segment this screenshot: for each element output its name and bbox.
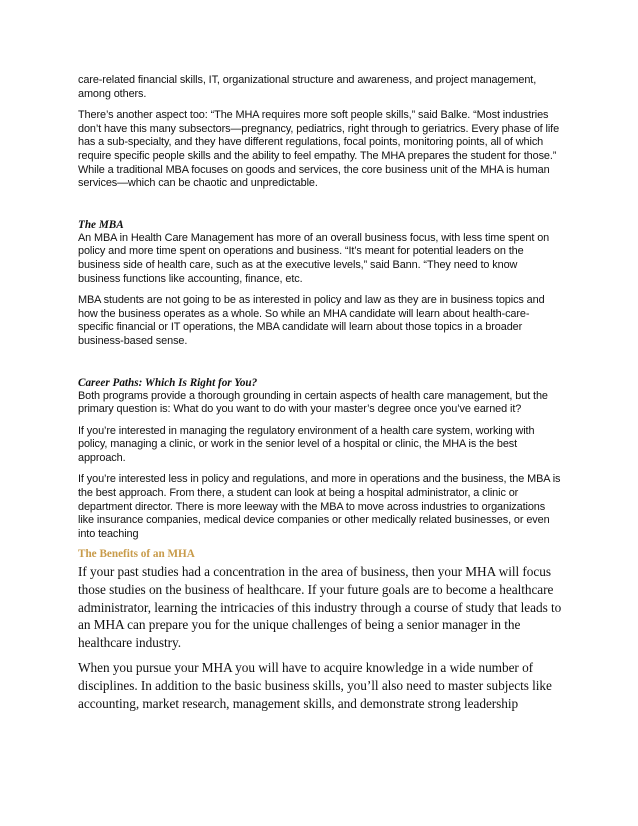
heading-benefits-of-mha: The Benefits of an MHA <box>78 548 195 561</box>
heading-the-mba: The MBA <box>78 218 124 231</box>
paragraph-intro: care-related financial skills, IT, organizational structure and awareness, and project management, among others. <box>78 74 537 100</box>
paragraph-benefits-1: If your past studies had a concentration in the area of business, then your MHA will focus those studies on the business of healthcare. If your future goals are to become a healthcare administrator, learning the intricacies of this industry through a course of study that leads to an MHA can prepare you for the unique challenges of being a senior manager in the healthcare industry. <box>78 564 562 650</box>
paragraph-mba-2: MBA students are not going to be as interested in policy and law as they are in business topics and how the business operates as a whole. So while an MHA candidate will learn about health-care-specific financial or IT operations, the MBA candidate will learn about those topics in a broader business-based sense. <box>78 294 545 347</box>
paragraph-benefits-2: When you pursue your MHA you will have to acquire knowledge in a wide number of disciplines. In addition to the basic business skills, you’ll also need to master subjects like accounting, market research, management skills, and demonstrate strong leadership <box>78 660 552 711</box>
document-body <box>78 74 562 720</box>
paragraph-career-3: If you’re interested less in policy and regulations, and more in operations and the business, the MBA is the best approach. From there, a student can look at being a hospital administrator, a clinic or department director. There is more leeway with the MBA to move across industries to organizations like insurance companies, medical device companies or other medically related businesses, or even into teaching <box>78 473 561 540</box>
paragraph-mba-1: An MBA in Health Care Management has more of an overall business focus, with less time spent on policy and more time spent on operations and business. “It’s meant for potential leaders on the business side of health care, such as at the executive levels,” said Bann. “They need to know business functions like accounting, finance, etc. <box>78 231 550 285</box>
paragraph-career-2: If you’re interested in managing the regulatory environment of a health care system, working with policy, managing a clinic, or work in the senior level of a hospital or clinic, the MHA is the best approach. <box>78 424 535 464</box>
heading-career-paths: Career Paths: Which Is Right for You? <box>78 376 258 389</box>
paragraph-career-1: Both programs provide a thorough grounding in certain aspects of health care management, but the primary question is: What do you want to do with your master’s degree once you’ve earned it? <box>78 389 548 416</box>
paragraph-balke-quote: There’s another aspect too: “The MHA requires more soft people skills,” said Balke. “Most industries don’t have this many subsectors—pregnancy, pediatrics, right through to geriatrics. Every phase of life has a sub-specialty, and they have different regulations, focal points, monitoring points, all of which require specific people skills and the ability to feel empathy. The MHA prepares the student for those.” While a traditional MBA focuses on goods and services, the core business unit of the MHA is human services—which can be chaotic and unpredictable. <box>78 109 560 190</box>
